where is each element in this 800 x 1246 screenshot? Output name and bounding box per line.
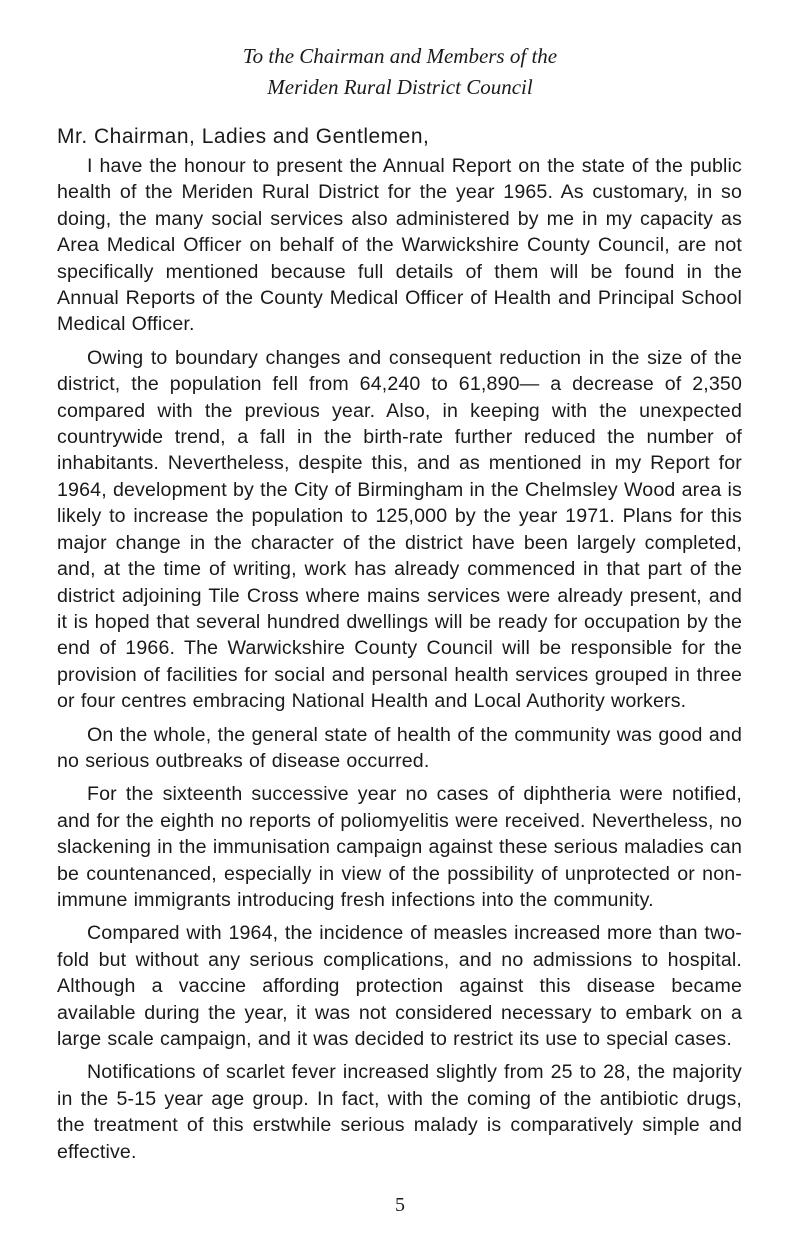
salutation: Mr. Chairman, Ladies and Gentlemen, [57,125,430,148]
heading-line-2: Meriden Rural District Council [267,75,533,99]
paragraph: Compared with 1964, the incidence of measles increased more than two-fold but without any serious complications, and no admissions to hospital. Although a vaccine affording protection against this disease became available during the year, it was not considered necessary to embark on a large scale campaign, and it was decided to restrict its use to special cases. [57,922,742,1050]
paragraph: Notifications of scarlet fever increased slightly from 25 to 28, the majority in the 5-15 year age group. In fact, with the coming of the antibiotic drugs, the treatment of this erstwhile serious malady is comparatively simple and effective. [57,1061,742,1163]
paragraph: Owing to boundary changes and consequent reduction in the size of the district, the population fell from 64,240 to 61,890— a decrease of 2,350 compared with the previous year. Also, in keeping with the unexpected countrywide trend, a fall in the birth-rate further reduced the number of inhabitants. Nevertheless, despite this, and as mentioned in my Report for 1964, development by the City of Birmingham in the Chelmsley Wood area is likely to increase the population to 125,000 by the year 1971. Plans for this major change in the character of the district have been largely completed, and, at the time of writing, work has already commenced in that part of the district adjoining Tile Cross where mains services were already present, and it is hoped that several hundred dwellings will be ready for occupation by the end of 1966. The Warwickshire County Council will be responsible for the provision of facilities for social and personal health services grouped in three or four centres embracing National Health and Local Authority workers. [57,346,742,713]
page-number: 5 [395,1194,405,1216]
report-body [57,153,742,1172]
paragraph: For the sixteenth successive year no cases of diphtheria were notified, and for the eighth no reports of poliomyelitis were received. Nevertheless, no slackening in the immunisation campaign against these serious maladies can be countenanced, especially in view of the possibility of unprotected or non-immune immigrants introducing fresh infections into the community. [57,783,742,911]
paragraph: I have the honour to present the Annual Report on the state of the public health of the Meriden Rural District for the year 1965. As customary, in so doing, the many social services also administered by me in my capacity as Area Medical Officer on behalf of the Warwickshire County Council, are not specifically mentioned because full details of them will be found in the Annual Reports of the County Medical Officer of Health and Principal School Medical Officer. [57,155,742,336]
paragraph: On the whole, the general state of health of the community was good and no serious outbreaks of disease occurred. [57,723,742,772]
heading-line-1: To the Chairman and Members of the [242,44,558,68]
